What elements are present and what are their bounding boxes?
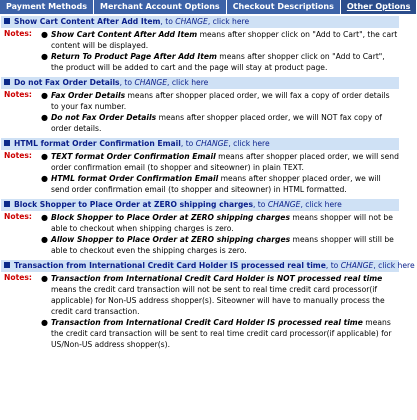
note-text: means shopper will not be able to checkout when shipping charges is zero.	[51, 213, 393, 233]
note-item	[39, 234, 399, 256]
tab-bar	[0, 0, 411, 14]
notes-block	[1, 150, 399, 197]
section-header: Transaction from International Credit Card Holder IS processed real time, to CHANGE, click here	[1, 260, 399, 272]
bullet-icon: ●	[41, 30, 48, 39]
section-separator: , to	[180, 139, 194, 148]
note-item	[39, 173, 399, 195]
notes-label: Notes:	[4, 273, 32, 282]
bullet-icon: ●	[41, 274, 48, 283]
change-label: CHANGE	[340, 261, 374, 270]
section-header: HTML format Order Confirmation Email, to CHANGE, click here	[1, 138, 399, 150]
note-term: Return To Product Page After Add Item	[51, 52, 217, 61]
note-text: means shopper will still be able to checkout even the shipping charges is zero.	[51, 235, 394, 255]
notes-block	[1, 89, 399, 136]
change-label: CHANGE	[134, 78, 168, 87]
click-here-link[interactable]: click here	[233, 139, 270, 148]
note-term: Transaction from International Credit Card Holder is NOT processed real time	[51, 274, 383, 283]
note-term: Do not Fax Order Details	[51, 113, 157, 122]
note-term: Allow Shopper to Place Order at ZERO shipping charges	[51, 235, 291, 244]
bullet-icon: ●	[41, 318, 48, 327]
change-label: CHANGE	[175, 17, 208, 26]
section-header: Show Cart Content After Add Item, to CHANGE, click here	[1, 16, 399, 28]
square-bullet-icon	[4, 18, 10, 24]
click-here-link[interactable]: click here	[305, 200, 342, 209]
change-label: CHANGE	[267, 200, 301, 209]
bullet-icon: ●	[41, 235, 48, 244]
options-list	[0, 16, 415, 352]
note-item	[39, 317, 399, 350]
section-title: Transaction from International Credit Card Holder IS processed real time	[14, 261, 326, 270]
click-here-link[interactable]: click here	[171, 78, 209, 87]
note-term: Block Shopper to Place Order at ZERO shipping charges	[51, 213, 290, 222]
section-title: Block Shopper to Place Order at ZERO shipping charges	[14, 200, 253, 209]
note-term: Show Cart Content After Add Item	[51, 30, 198, 39]
square-bullet-icon	[4, 201, 10, 207]
note-text: means after shopper click on "Add to Cart", the cart content will be displayed.	[51, 30, 398, 50]
notes-block	[1, 28, 399, 75]
note-item	[39, 151, 399, 173]
bullet-icon: ●	[41, 174, 48, 183]
change-label: CHANGE	[195, 139, 229, 148]
tab-merchant-account-options[interactable]: Merchant Account Options	[94, 0, 227, 14]
section-header: Do not Fax Order Details, to CHANGE, click here	[1, 77, 399, 89]
notes-block	[1, 211, 399, 258]
note-text: means after shopper placed order, we will fax a copy of order details to your fax number.	[51, 91, 390, 111]
click-here-link[interactable]: click here	[212, 17, 250, 26]
bullet-icon: ●	[41, 91, 48, 100]
click-here-link[interactable]: click here	[378, 261, 415, 270]
note-text: means the credit card transaction will not be sent to real time credit card processor(if applicable) for Non-US address shopper(s). Siteowner will have to manually process the credit card transaction.	[51, 285, 385, 316]
note-term: HTML format Order Confirmation Email	[51, 174, 219, 183]
note-item	[39, 90, 399, 112]
section-header: Block Shopper to Place Order at ZERO shipping charges, to CHANGE, click here	[1, 199, 399, 211]
note-item	[39, 51, 399, 73]
square-bullet-icon	[4, 79, 10, 85]
note-text: means after shopper click on "Add to Cart", the product will be added to cart and the page will stay at product page.	[51, 52, 385, 72]
square-bullet-icon	[4, 262, 10, 268]
section-show-cart	[1, 16, 399, 75]
section-separator: , to	[325, 261, 339, 270]
bullet-icon: ●	[41, 213, 48, 222]
bullet-icon: ●	[41, 152, 48, 161]
note-term: Transaction from International Credit Card Holder IS processed real time	[51, 318, 363, 327]
section-separator: , to	[119, 78, 133, 87]
notes-block	[1, 272, 399, 352]
notes-label: Notes:	[4, 90, 32, 99]
tab-other-options[interactable]: Other Options	[341, 0, 417, 14]
tab-payment-methods[interactable]: Payment Methods	[0, 0, 94, 14]
tab-checkout-descriptions[interactable]: Checkout Descriptions	[227, 0, 341, 14]
note-item	[39, 112, 399, 134]
note-item	[39, 29, 399, 51]
note-term: Fax Order Details	[51, 91, 126, 100]
section-title: Do not Fax Order Details	[14, 78, 120, 87]
notes-label: Notes:	[4, 29, 32, 38]
bullet-icon: ●	[41, 113, 48, 122]
note-text: means the credit card transaction will be sent to real time credit card processor(if applicable) for US/Non-US address shopper(s).	[51, 318, 392, 349]
note-item	[39, 212, 399, 234]
section-fax-order	[1, 77, 399, 136]
note-term: TEXT format Order Confirmation Email	[51, 152, 216, 161]
note-text: means after shopper placed order, we will send order confirmation email (to shopper and siteowner) in HTML formatted.	[51, 174, 381, 194]
section-title: HTML format Order Confirmation Email	[14, 139, 181, 148]
section-separator: , to	[252, 200, 266, 209]
section-intl-credit-card	[1, 260, 415, 352]
notes-label: Notes:	[4, 212, 32, 221]
square-bullet-icon	[4, 140, 10, 146]
section-title: Show Cart Content After Add Item	[14, 17, 161, 26]
section-html-email	[1, 138, 399, 197]
note-text: means after shopper placed order, we will NOT fax copy of order details.	[51, 113, 382, 133]
notes-label: Notes:	[4, 151, 32, 160]
note-text: means after shopper placed order, we will send order confirmation email (to shopper and siteowner) in plain TEXT.	[51, 152, 399, 172]
section-zero-shipping	[1, 199, 399, 258]
note-item	[39, 273, 399, 317]
section-separator: , to	[160, 17, 173, 26]
bullet-icon: ●	[41, 52, 48, 61]
